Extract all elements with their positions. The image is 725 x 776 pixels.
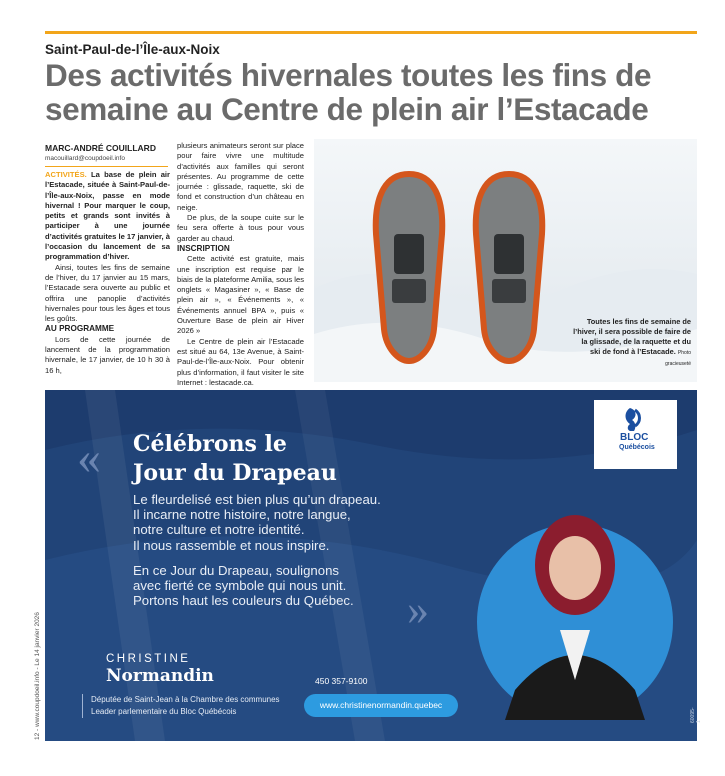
headline: Des activités hivernales toutes les fins de semaine au Centre de plein air l’Estacade xyxy=(45,57,652,127)
bloc-quebecois-logo xyxy=(594,400,677,469)
top-rule xyxy=(45,31,697,34)
mp-roles xyxy=(82,694,280,718)
snowshoes-photo xyxy=(314,139,697,382)
photo-credit: Photo gracieuseté xyxy=(665,350,691,367)
ad-line: notre culture et notre identité. xyxy=(133,522,305,538)
logo-subtext: Québécois xyxy=(619,444,655,451)
body-paragraph: Ainsi, toutes les fins de semaine de l’hiver, du 17 janvier au 15 mars, l’Estacade sera ouverte au public et offrira une panoplie d’activités hivernales pour tous les âges et tous les goûts. xyxy=(45,262,170,324)
caption-text: Toutes les fins de semaine de l’hiver, il sera possible de faire de la glissade, de la raquette et du ski de fond à l’Estacade. xyxy=(573,317,691,356)
byline-rule xyxy=(45,166,168,167)
advertisement[interactable] xyxy=(45,390,702,741)
mp-role: Députée de Saint-Jean à la Chambre des communes xyxy=(91,695,280,704)
ad-title-line: Célébrons le xyxy=(133,431,287,457)
body-paragraph: De plus, de la soupe cuite sur le feu sera offerte à tous pour vous garder au chaud. xyxy=(177,213,304,243)
logo-text: BLOC xyxy=(620,432,649,443)
ad-title xyxy=(133,430,337,488)
mp-role: Leader parlementaire du Bloc Québécois xyxy=(91,707,237,716)
body-paragraph: Le Centre de plein air l’Estacade est situé au 64, 13e Avenue, à Saint-Paul-de-l’Île-aux-Noix. Pour obtenir plus d’information, il faut visiter le site Internet : lestacade.ca. xyxy=(177,336,304,387)
phone-number[interactable]: 450 357-9100 xyxy=(315,676,368,686)
ad-code: 60095-1 xyxy=(690,707,702,723)
body-paragraph: plusieurs animateurs seront sur place pour faire vivre une multitude d’activités aux familles qui seront présentes. Au programme de cette journée : glissade, raquette, ski de fond et construction d’un château en neige. xyxy=(177,141,304,212)
right-snowshoe xyxy=(476,174,542,361)
body-paragraph: Lors de cette journée de lancement de la programmation hivernale, le 17 janvier, de 10 h 30 à 16 h, xyxy=(45,334,170,375)
ad-line: En ce Jour du Drapeau, soulignons xyxy=(133,563,340,578)
close-quote-icon: » xyxy=(407,585,429,634)
body-paragraph: Cette activité est gratuite, mais une inscription est requise par le biais de la plateforme Amilia, sous les onglets « Magasiner », « Base de plein air », « Événements », « Événements annuel BPA », puis « Ouverture Base de plein air Hiver 2026 » xyxy=(177,254,304,336)
mp-last-name: Normandin xyxy=(106,666,214,686)
open-quote-icon: « xyxy=(77,431,101,484)
ad-paragraph-1 xyxy=(133,492,381,553)
left-snowshoe xyxy=(376,174,442,361)
page-footer: 12 - www.coupdoeil.info - Le 14 janvier 2026 xyxy=(34,612,41,740)
lead-text: La base de plein air l’Estacade, située à Saint-Paul-de-l’Île-aux-Noix, passe en mode hivernal ! Pour marquer le coup, petits et grands sont invités à participer à une journée d’activités gratuites le 17 janvier, à l’occasion du lancement de sa programmation d’hiver. xyxy=(45,170,170,262)
ad-paragraph-2 xyxy=(133,563,354,609)
article-column-2 xyxy=(177,141,304,388)
subhead-inscription: INSCRIPTION xyxy=(177,243,230,253)
author-email[interactable]: macouillard@coupdoeil.info xyxy=(45,155,125,162)
section-label: Saint-Paul-de-l’Île-aux-Noix xyxy=(45,42,220,57)
photo-caption xyxy=(573,317,691,369)
ad-line: Le fleurdelisé est bien plus qu’un drapeau. xyxy=(133,492,381,507)
article-column-1 xyxy=(45,170,170,376)
ad-line: Il nous rassemble et nous inspire. xyxy=(133,537,330,553)
website-link[interactable]: www.christinenormandin.quebec xyxy=(304,694,458,717)
subhead-programme: AU PROGRAMME xyxy=(45,324,115,334)
kicker: ACTIVITÉS. xyxy=(45,170,87,179)
byline: MARC-ANDRÉ COUILLARD xyxy=(45,143,156,153)
mp-first-name: CHRISTINE xyxy=(106,653,191,665)
ad-line: Il incarne notre histoire, notre langue, xyxy=(133,507,351,523)
ad-line: Portons haut les couleurs du Québec. xyxy=(133,593,354,609)
lead-paragraph xyxy=(45,170,170,263)
ad-title-line: Jour du Drapeau xyxy=(133,460,337,486)
ad-line: avec fierté ce symbole qui nous unit. xyxy=(133,578,347,594)
